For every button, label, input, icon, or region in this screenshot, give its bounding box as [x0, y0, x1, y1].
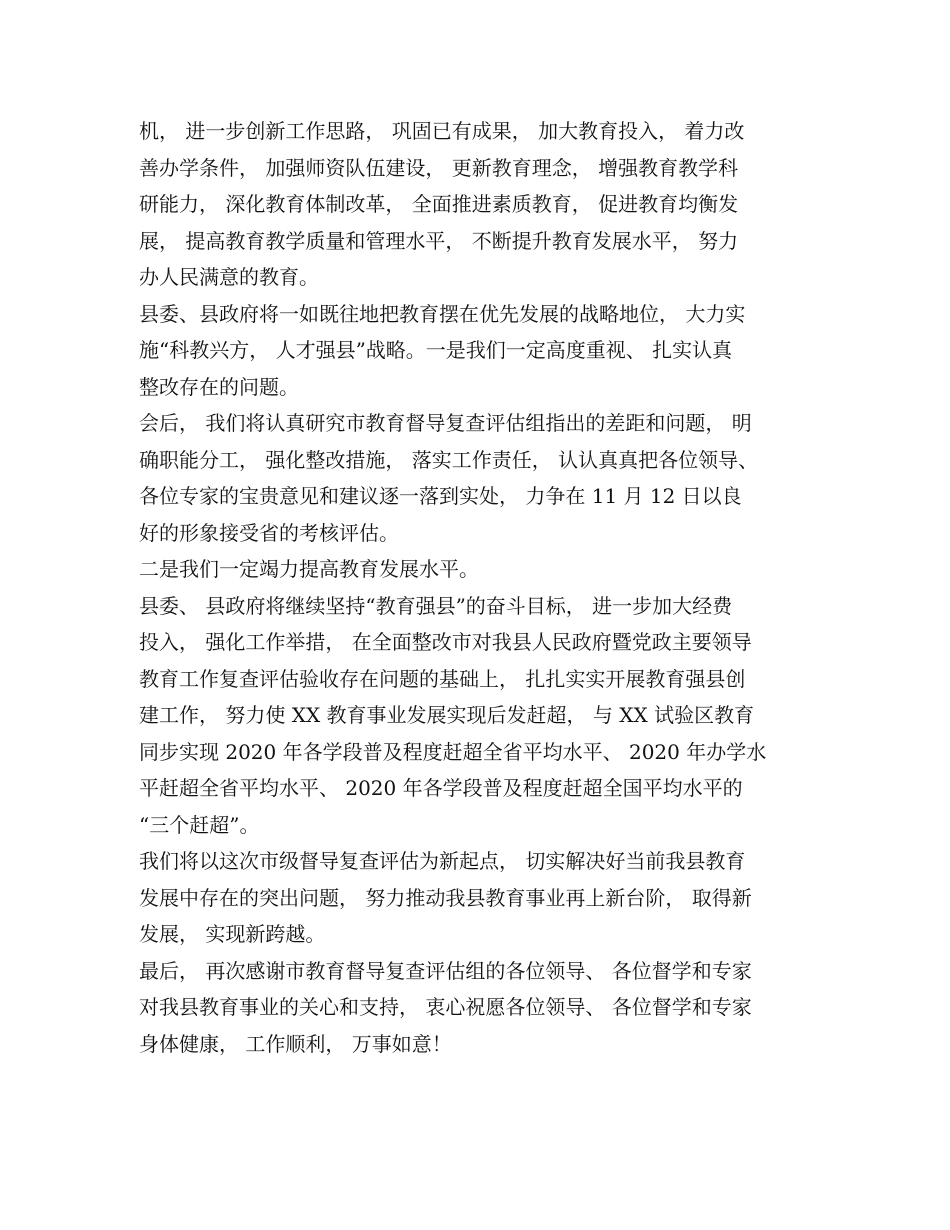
paragraph-line: 投入， 强化工作举措， 在全面整改市对我县人民政府暨党政主要领导	[139, 630, 752, 654]
paragraph-line: 县委、 县政府将继续坚持“教育强县”的奋斗目标， 进一步加大经费	[139, 593, 733, 618]
paragraph-line: 确职能分工， 强化整改措施， 落实工作责任， 认认真真把各位领导、	[139, 447, 759, 472]
paragraph-line: 同步实现 2020 年各学段普及程度赶超全省平均水平、 2020 年办学水	[139, 739, 767, 764]
paragraph-6	[139, 843, 839, 953]
paragraph-line: “三个赶超”。	[139, 812, 260, 837]
paragraph-line: 建工作， 努力使 XX 教育事业发展实现后发赶超， 与 XX 试验区教育	[139, 703, 755, 727]
paragraph-line: 善办学条件， 加强师资队伍建设， 更新教育理念， 增强教育教学科	[139, 155, 739, 180]
paragraph-line: 各位专家的宝贵意见和建议逐一落到实处， 力争在 11 月 12 日以良	[139, 484, 742, 508]
paragraph-1	[139, 113, 839, 296]
paragraph-line: 发展， 实现新跨越。	[139, 922, 326, 946]
paragraph-line: 研能力， 深化教育体制改革， 全面推进素质教育， 促进教育均衡发	[139, 192, 739, 216]
paragraph-line: 身体健康， 工作顺利， 万事如意！	[139, 1031, 452, 1056]
paragraph-line: 教育工作复查评估验收存在问题的基础上， 扎扎实实开展教育强县创	[139, 666, 746, 691]
paragraph-line: 二是我们一定竭力提高教育发展水平。	[139, 557, 479, 581]
paragraph-line: 办人民满意的教育。	[139, 265, 319, 289]
paragraph-line: 好的形象接受省的考核评估。	[139, 520, 399, 545]
paragraph-line: 发展中存在的突出问题， 努力推动我县教育事业再上新台阶， 取得新	[139, 885, 752, 910]
paragraph-3	[139, 405, 839, 551]
paragraph-line: 平赶超全省平均水平、 2020 年各学段普及程度赶超全国平均水平的	[139, 776, 743, 800]
paragraph-7	[139, 953, 839, 1063]
paragraph-line: 我们将以这次市级督导复查评估为新起点， 切实解决好当前我县教育	[139, 849, 746, 873]
paragraph-line: 施“科教兴方， 人才强县”战略。一是我们一定高度重视、 扎实认真	[139, 338, 733, 362]
paragraph-4	[139, 551, 839, 588]
paragraph-line: 对我县教育事业的关心和支持， 衷心祝愿各位领导、 各位督学和专家	[139, 995, 752, 1019]
paragraph-2	[139, 296, 839, 406]
paragraph-line: 整改存在的问题。	[139, 374, 299, 399]
paragraph-line: 展， 提高教育教学质量和管理水平， 不断提升教育发展水平， 努力	[139, 228, 739, 253]
document-body	[139, 113, 839, 1062]
paragraph-line: 机， 进一步创新工作思路， 巩固已有成果， 加大教育投入， 着力改	[139, 119, 745, 143]
paragraph-line: 会后， 我们将认真研究市教育督导复查评估组指出的差距和问题， 明	[139, 411, 752, 435]
paragraph-5	[139, 588, 839, 844]
paragraph-line: 最后， 再次感谢市教育督导复查评估组的各位领导、 各位督学和专家	[139, 958, 752, 983]
paragraph-line: 县委、县政府将一如既往地把教育摆在优先发展的战略地位， 大力实	[139, 301, 746, 326]
